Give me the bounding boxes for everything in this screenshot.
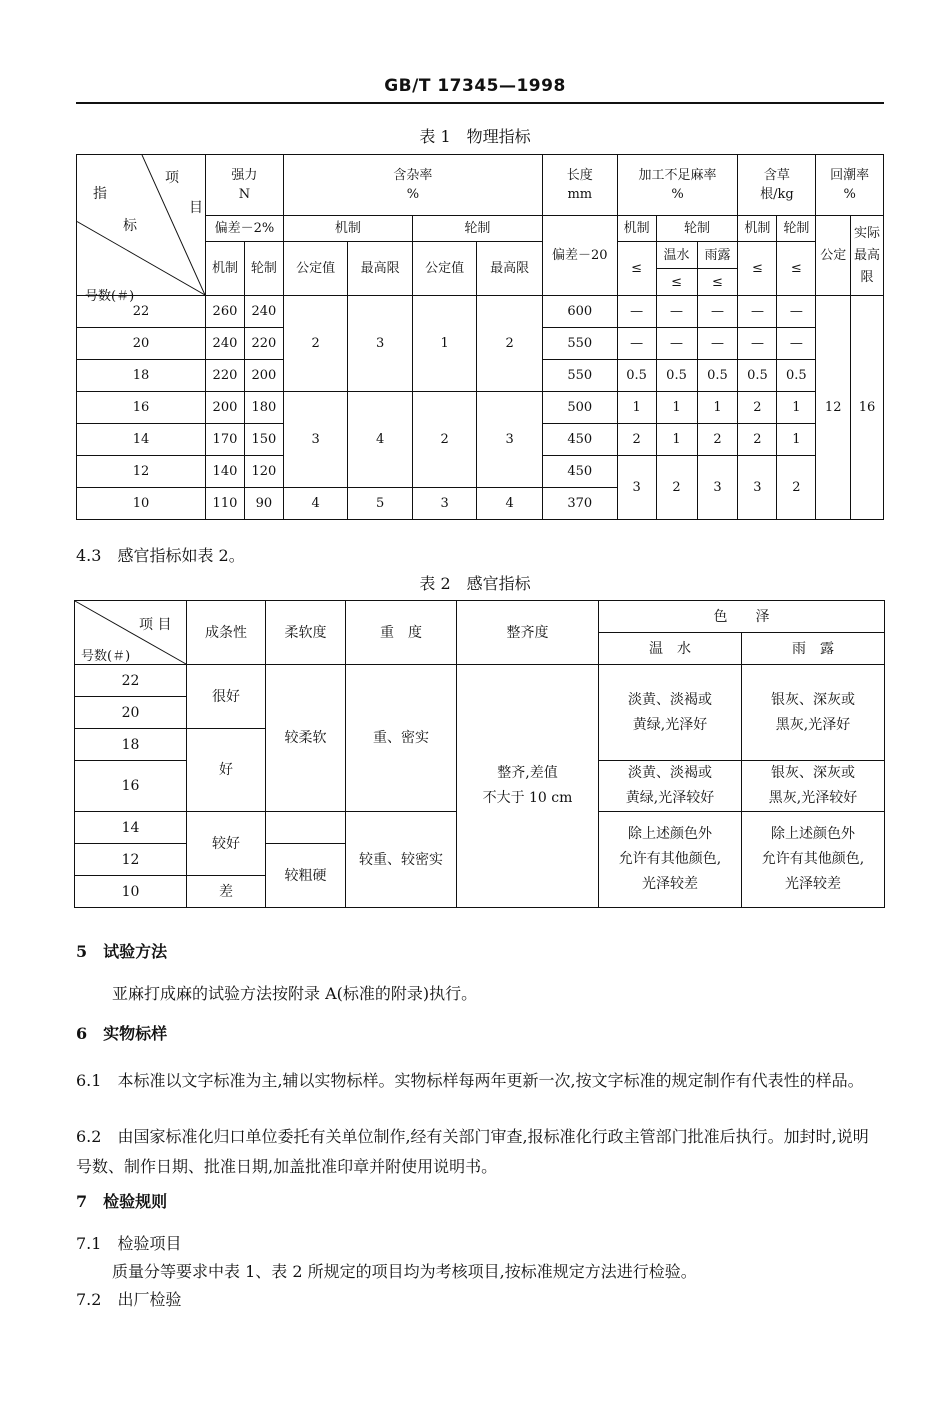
under-water-cell: 0.5 (656, 360, 697, 392)
under-water-cell: 1 (656, 392, 697, 424)
weight-cell: 重、密实 (346, 665, 457, 812)
impurity-machine-max-cell: 5 (348, 488, 413, 520)
corner-label-zhi: 指 (93, 186, 107, 202)
table2-caption: 表 2 感官指标 (419, 574, 531, 593)
under-water-cell: — (656, 328, 697, 360)
header-length: 长度 mm (542, 155, 617, 216)
grade-cell: 14 (77, 424, 206, 456)
header-formability: 成条性 (187, 601, 266, 665)
table-row (77, 392, 884, 424)
under-machine-cell: — (617, 328, 656, 360)
section-5-title: 5 试验方法 (76, 942, 168, 961)
header-strength-deviation: 偏差－2% (206, 216, 284, 242)
grass-roller-cell: 1 (777, 424, 816, 456)
header-strength-machine: 机制 (206, 242, 245, 296)
header-under-roller: 轮制 (656, 216, 738, 242)
corner-diagonal-lines (77, 155, 205, 295)
header-color-water: 温 水 (599, 633, 742, 665)
corner-label-item: 项 (165, 170, 179, 186)
grade-cell: 16 (75, 761, 187, 812)
header-roller-nominal: 公定值 (412, 242, 477, 296)
header-under-dew-leq: ≤ (697, 269, 738, 296)
header-machine-nominal: 公定值 (283, 242, 348, 296)
section-6-1-text: 6.1 本标准以文字标准为主,辅以实物标样。实物标样每两年更新一次,按文字标准的规定制作有代表性的样品。 (76, 1071, 864, 1090)
header-under-machine: 机制 (617, 216, 656, 242)
strength-machine-cell: 110 (206, 488, 245, 520)
impurity-roller-nominal-cell: 3 (412, 488, 477, 520)
strength-machine-cell: 220 (206, 360, 245, 392)
formability-cell: 好 (187, 729, 266, 812)
table2-corner-cell (75, 601, 187, 665)
grass-machine-cell: 2 (738, 392, 777, 424)
under-machine-cell: 3 (617, 456, 656, 520)
impurity-machine-nominal-cell: 2 (283, 296, 348, 392)
header-moisture: 回潮率 % (816, 155, 884, 216)
corner-label-grade: 号数(＃) (81, 649, 131, 664)
header-grass-roller: 轮制 (777, 216, 816, 242)
length-cell: 450 (542, 424, 617, 456)
grade-cell: 20 (77, 328, 206, 360)
header-impurity-machine: 机制 (283, 216, 412, 242)
impurity-machine-nominal-cell: 3 (283, 392, 348, 488)
section-7-1-body: 质量分等要求中表 1、表 2 所规定的项目均为考核项目,按标准规定方法进行检验。 (112, 1262, 697, 1281)
under-dew-cell: 1 (697, 392, 738, 424)
grade-cell: 12 (75, 844, 187, 876)
table-row (77, 296, 884, 328)
header-under-machine-leq: ≤ (617, 242, 656, 296)
length-cell: 550 (542, 328, 617, 360)
header-color-dew: 雨 露 (742, 633, 885, 665)
length-cell: 600 (542, 296, 617, 328)
header-softness: 柔软度 (266, 601, 346, 665)
under-machine-cell: 0.5 (617, 360, 656, 392)
under-dew-cell: — (697, 328, 738, 360)
header-grass-roller-leq: ≤ (777, 242, 816, 296)
softness-cell: 较柔软 (266, 665, 346, 812)
under-dew-cell: 2 (697, 424, 738, 456)
impurity-roller-nominal-cell: 1 (412, 296, 477, 392)
header-evenness: 整齐度 (457, 601, 599, 665)
under-machine-cell: 1 (617, 392, 656, 424)
grade-cell: 14 (75, 812, 187, 844)
under-dew-cell: 0.5 (697, 360, 738, 392)
grass-machine-cell: — (738, 296, 777, 328)
strength-roller-cell: 200 (244, 360, 283, 392)
corner-label-mu: 目 (189, 200, 203, 216)
evenness-cell: 整齐,差值 不大于 10 cm (457, 665, 599, 908)
header-impurity-roller: 轮制 (412, 216, 542, 242)
formability-cell: 较好 (187, 812, 266, 876)
impurity-machine-nominal-cell: 4 (283, 488, 348, 520)
softness-cell: 较粗硬 (266, 844, 346, 908)
table1-corner-cell (77, 155, 206, 304)
section-4-3-text: 4.3 感官指标如表 2。 (76, 546, 245, 565)
grass-machine-cell: — (738, 328, 777, 360)
section-7-title: 7 检验规则 (76, 1192, 168, 1211)
header-machine-max: 最高限 (348, 242, 413, 296)
header-strength: 强力 N (206, 155, 284, 216)
strength-roller-cell: 90 (244, 488, 283, 520)
weight-cell: 较重、较密实 (346, 812, 457, 908)
section-7-2-title: 7.2 出厂检验 (76, 1290, 182, 1309)
length-cell: 500 (542, 392, 617, 424)
section-6-2-text: 6.2 由国家标准化归口单位委托有关单位制作,经有关部门审查,报标准化行政主管部门批准后执行。加封时,说明号数、制作日期、批准日期,加盖批准印章并附使用说明书。 (76, 1127, 869, 1176)
grass-roller-cell: — (777, 296, 816, 328)
section-5-body: 亚麻打成麻的试验方法按附录 A(标准的附录)执行。 (112, 984, 478, 1003)
grass-machine-cell: 3 (738, 456, 777, 520)
grass-roller-cell: 2 (777, 456, 816, 520)
impurity-roller-max-cell: 2 (477, 296, 543, 392)
strength-roller-cell: 220 (244, 328, 283, 360)
header-underprocess: 加工不足麻率 % (617, 155, 738, 216)
moisture-nominal-cell: 12 (816, 296, 851, 520)
header-color: 色 泽 (599, 601, 885, 633)
strength-machine-cell: 140 (206, 456, 245, 488)
table1-caption: 表 1 物理指标 (419, 127, 531, 146)
header-grass: 含草 根/kg (738, 155, 816, 216)
moisture-actual-max-cell: 16 (851, 296, 884, 520)
grass-machine-cell: 0.5 (738, 360, 777, 392)
physical-index-table (76, 154, 884, 520)
header-roller-max: 最高限 (477, 242, 543, 296)
grass-roller-cell: 1 (777, 392, 816, 424)
header-rule (76, 102, 884, 104)
under-dew-cell: — (697, 296, 738, 328)
header-grass-machine-leq: ≤ (738, 242, 777, 296)
color-water-cell: 除上述颜色外 允许有其他颜色, 光泽较差 (599, 812, 742, 908)
color-dew-cell: 除上述颜色外 允许有其他颜色, 光泽较差 (742, 812, 885, 908)
softness-cell-continued (266, 812, 346, 844)
strength-machine-cell: 260 (206, 296, 245, 328)
grade-cell: 22 (75, 665, 187, 697)
strength-roller-cell: 120 (244, 456, 283, 488)
sensory-index-table (74, 600, 885, 908)
header-impurity: 含杂率 % (283, 155, 542, 216)
grass-roller-cell: — (777, 328, 816, 360)
under-dew-cell: 3 (697, 456, 738, 520)
corner-label-grade: 号数(＃) (85, 289, 135, 304)
under-water-cell: 1 (656, 424, 697, 456)
color-dew-cell: 银灰、深灰或 黑灰,光泽较好 (742, 761, 885, 812)
color-water-cell: 淡黄、淡褐或 黄绿,光泽好 (599, 665, 742, 761)
header-under-dew: 雨露 (697, 242, 738, 269)
under-machine-cell: — (617, 296, 656, 328)
grade-cell: 22 (77, 296, 206, 328)
section-6-title: 6 实物标样 (76, 1024, 168, 1043)
impurity-roller-nominal-cell: 2 (412, 392, 477, 488)
header-length-deviation: 偏差－20 (542, 216, 617, 296)
header-grass-machine: 机制 (738, 216, 777, 242)
grass-roller-cell: 0.5 (777, 360, 816, 392)
grade-cell: 16 (77, 392, 206, 424)
standard-code-header: GB/T 17345—1998 (384, 76, 566, 96)
corner-label-biao: 标 (123, 218, 137, 234)
corner-label-item: 项 目 (139, 617, 172, 633)
grade-cell: 20 (75, 697, 187, 729)
under-water-cell: 2 (656, 456, 697, 520)
header-moisture-nominal: 公定 (816, 216, 851, 296)
header-under-water-leq: ≤ (656, 269, 697, 296)
length-cell: 450 (542, 456, 617, 488)
strength-machine-cell: 200 (206, 392, 245, 424)
color-water-cell: 淡黄、淡褐或 黄绿,光泽较好 (599, 761, 742, 812)
under-water-cell: — (656, 296, 697, 328)
strength-roller-cell: 150 (244, 424, 283, 456)
header-strength-roller: 轮制 (244, 242, 283, 296)
length-cell: 550 (542, 360, 617, 392)
strength-machine-cell: 240 (206, 328, 245, 360)
color-dew-cell: 银灰、深灰或 黑灰,光泽好 (742, 665, 885, 761)
impurity-machine-max-cell: 3 (348, 296, 413, 392)
strength-machine-cell: 170 (206, 424, 245, 456)
formability-cell: 差 (187, 876, 266, 908)
strength-roller-cell: 240 (244, 296, 283, 328)
header-moisture-actual-max: 实际最高限 (851, 216, 884, 296)
grade-cell: 10 (75, 876, 187, 908)
length-cell: 370 (542, 488, 617, 520)
grass-machine-cell: 2 (738, 424, 777, 456)
strength-roller-cell: 180 (244, 392, 283, 424)
impurity-machine-max-cell: 4 (348, 392, 413, 488)
header-under-water: 温水 (656, 242, 697, 269)
impurity-roller-max-cell: 3 (477, 392, 543, 488)
section-7-1-title: 7.1 检验项目 (76, 1234, 182, 1253)
under-machine-cell: 2 (617, 424, 656, 456)
grade-cell: 18 (77, 360, 206, 392)
impurity-roller-max-cell: 4 (477, 488, 543, 520)
header-weight: 重 度 (346, 601, 457, 665)
grade-cell: 12 (77, 456, 206, 488)
formability-cell: 很好 (187, 665, 266, 729)
grade-cell: 18 (75, 729, 187, 761)
grade-cell: 10 (77, 488, 206, 520)
